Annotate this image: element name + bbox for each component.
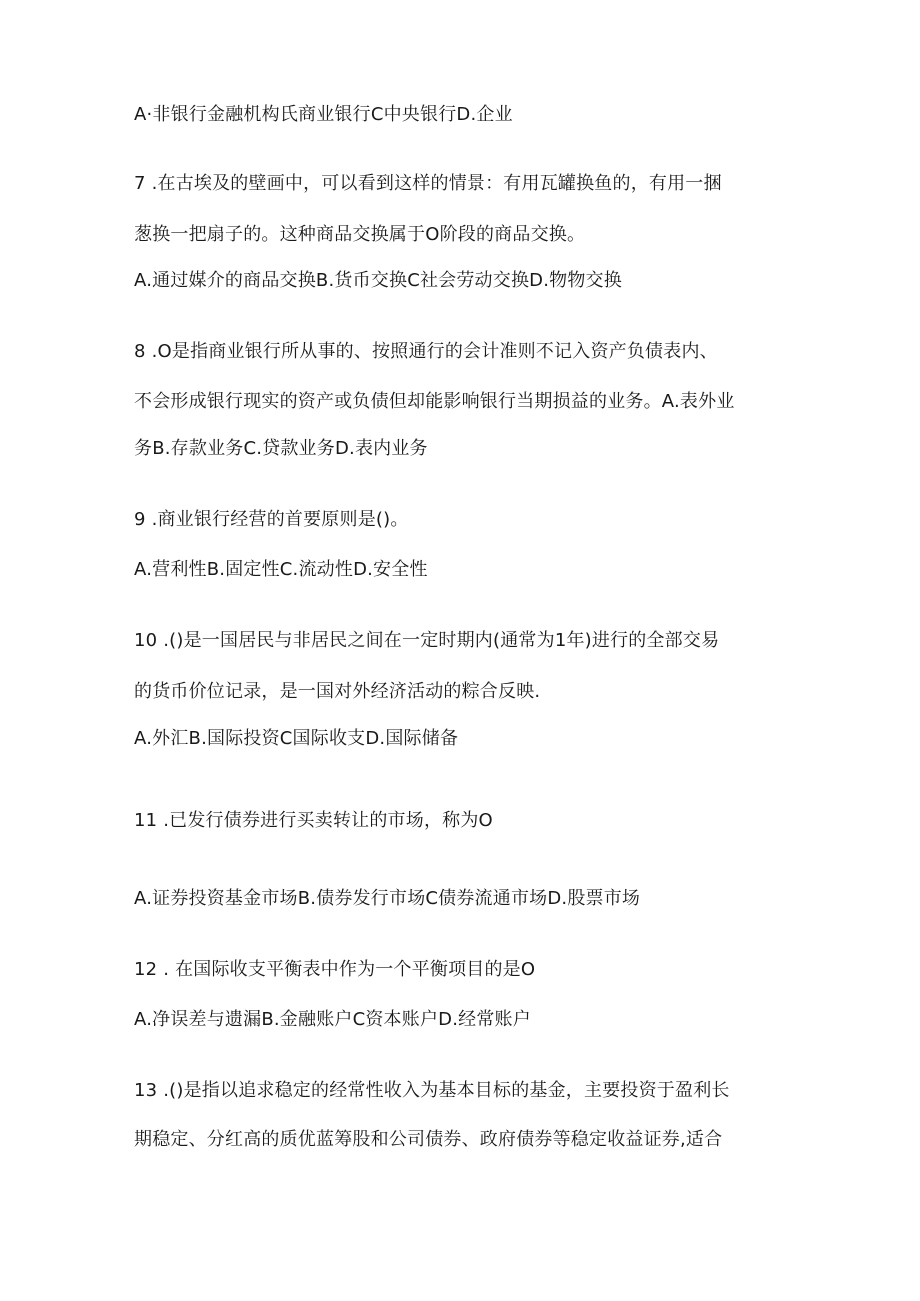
text-line-q10-stem-2: 的货币价位记录，是一国对外经济活动的粽合反映. xyxy=(134,681,541,702)
text-line-q7-stem-2: 葱换一把扇子的。这种商品交换属于O阶段的商品交换。 xyxy=(134,224,586,245)
text-line-q12-stem: 12 . 在国际收支平衡表中作为一个平衡项目的是O xyxy=(134,959,536,980)
text-line-q11-options: A.证券投资基金市场B.债券发行市场C债券流通市场D.股票市场 xyxy=(134,888,641,909)
text-line-q7-stem-1: 7 .在古埃及的壁画中，可以看到这样的情景：有用瓦罐换鱼的，有用一捆 xyxy=(134,173,722,194)
text-line-q8-stem-1: 8 .O是指商业银行所从事的、按照通行的会计准则不记入资产负债表内、 xyxy=(134,341,718,362)
text-line-q8-options: 务B.存款业务C.贷款业务D.表内业务 xyxy=(134,438,428,459)
text-line-q6-options: A·非银行金融机构氏商业银行C中央银行D.企业 xyxy=(134,104,513,125)
text-line-q8-stem-2: 不会形成银行现实的资产或负债但却能影响银行当期损益的业务。A.表外业 xyxy=(134,391,735,412)
text-line-q9-stem: 9 .商业银行经营的首要原则是()。 xyxy=(134,509,409,530)
text-line-q13-stem-1: 13 .()是指以追求稳定的经常性收入为基本目标的基金，主要投资于盈利长 xyxy=(134,1080,730,1101)
text-line-q10-options: A.外汇B.国际投资C国际收支D.国际储备 xyxy=(134,728,459,749)
text-line-q9-options: A.营利性B.固定性C.流动性D.安全性 xyxy=(134,559,428,580)
text-line-q11-stem: 11 .已发行债券进行买卖转让的市场，称为O xyxy=(134,810,493,831)
text-line-q10-stem-1: 10 .()是一国居民与非居民之间在一定时期内(通常为1年)进行的全部交易 xyxy=(134,630,720,651)
text-line-q12-options: A.净误差与遗漏B.金融账户C资本账户D.经常账户 xyxy=(134,1009,531,1030)
text-line-q13-stem-2: 期稳定、分红高的质优蓝筹股和公司债券、政府债券等稳定收益证券,适合 xyxy=(134,1129,723,1150)
text-line-q7-options: A.通过媒介的商品交换B.货币交换C社会劳动交换D.物物交换 xyxy=(134,270,622,291)
